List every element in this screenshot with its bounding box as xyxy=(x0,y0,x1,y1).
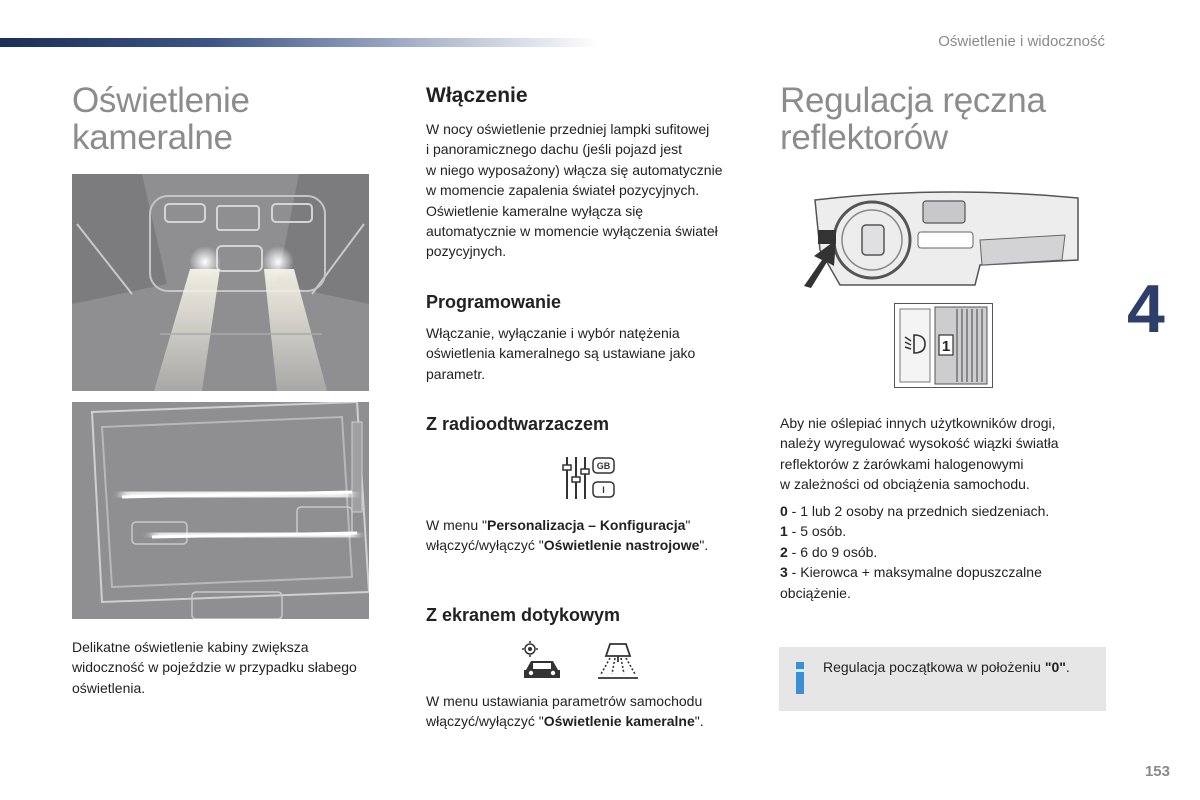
radio-settings-icon xyxy=(561,455,617,501)
position-item: 2 - 6 do 9 osób. xyxy=(780,543,878,560)
info-note-text: Regulacja początkowa w położeniu "0". xyxy=(823,659,1070,675)
radio-icon-i-label: I xyxy=(602,485,605,495)
chapter-number: 4 xyxy=(1127,271,1165,347)
left-title-line2: kameralne xyxy=(72,118,233,157)
info-note-box xyxy=(779,647,1106,711)
radio-icon-gb-label: GB xyxy=(596,461,611,471)
headlamp-adjust-switch[interactable] xyxy=(894,303,993,388)
position-item: 1 - 5 osób. xyxy=(780,523,847,540)
car-settings-icon xyxy=(520,640,564,682)
headlamp-adjust-switch-graphic xyxy=(895,304,992,387)
left-caption: Delikatne oświetlenie kabiny zwiększa widoczność w pojeździe w przypadku słabego oświetlenia. xyxy=(72,639,357,696)
panoramic-roof-illustration xyxy=(72,402,369,619)
page-number: 153 xyxy=(1144,763,1170,780)
section-header-title: Oświetlenie i widoczność xyxy=(938,33,1105,50)
ceiling-light-illustration xyxy=(72,174,369,391)
left-title-line1: Oświetlenie xyxy=(72,81,250,120)
sec-wlaczenie-text: W nocy oświetlenie przedniej lampki sufitowej i panoramicznego dachu (jeśli pojazd jest w niego wyposażony) włącza się automatycznie w momencie zapalenia świateł pozycyjnych. Oświetlenie kameralne wyłącza się automatycznie w momencie wyłączenia świateł pozycyjnych. xyxy=(426,121,723,260)
sec-wlaczenie-title: Włączenie xyxy=(426,84,528,107)
left-title xyxy=(72,82,250,156)
header-bar xyxy=(0,38,600,47)
info-icon xyxy=(795,662,805,694)
ceiling-light-image xyxy=(72,174,369,391)
right-title-line2: reflektorów xyxy=(780,118,948,157)
right-title xyxy=(780,82,1046,156)
sec-touchscreen-title: Z ekranem dotykowym xyxy=(426,605,621,625)
dashboard-illustration xyxy=(800,190,1085,290)
panoramic-roof-image xyxy=(72,402,369,619)
ambient-light-icon xyxy=(596,640,640,682)
position-item: 0 - 1 lub 2 osoby na przednich siedzeniach. xyxy=(780,503,1050,519)
sec-programowanie-title: Programowanie xyxy=(426,292,562,312)
sec-touchscreen-text: W menu ustawiania parametrów samochodu włączyć/wyłączyć "Oświetlenie kameralne". xyxy=(426,693,704,730)
wheel-position-label: 1 xyxy=(941,338,951,355)
sec-programowanie-text: Włączanie, wyłączanie i wybór natężenia oświetlenia kameralnego są ustawiane jako parametr. xyxy=(426,325,696,382)
sec-radio-title: Z radioodtwarzaczem xyxy=(426,414,610,434)
right-title-line1: Regulacja ręczna xyxy=(780,81,1046,120)
headlamp-intro-text: Aby nie oślepiać innych użytkowników drogi, należy wyregulować wysokość wiązki światła reflektorów z żarówkami halogenowymi w zależności od obciążenia samochodu. xyxy=(780,415,1059,493)
position-item: 3 - Kierowca + maksymalne dopuszczalne obciążenie. xyxy=(780,564,1042,601)
sec-radio-text: W menu "Personalizacja – Konfiguracja" włączyć/wyłączyć "Oświetlenie nastrojowe". xyxy=(426,517,709,554)
headlamp-positions-list xyxy=(780,501,1049,603)
